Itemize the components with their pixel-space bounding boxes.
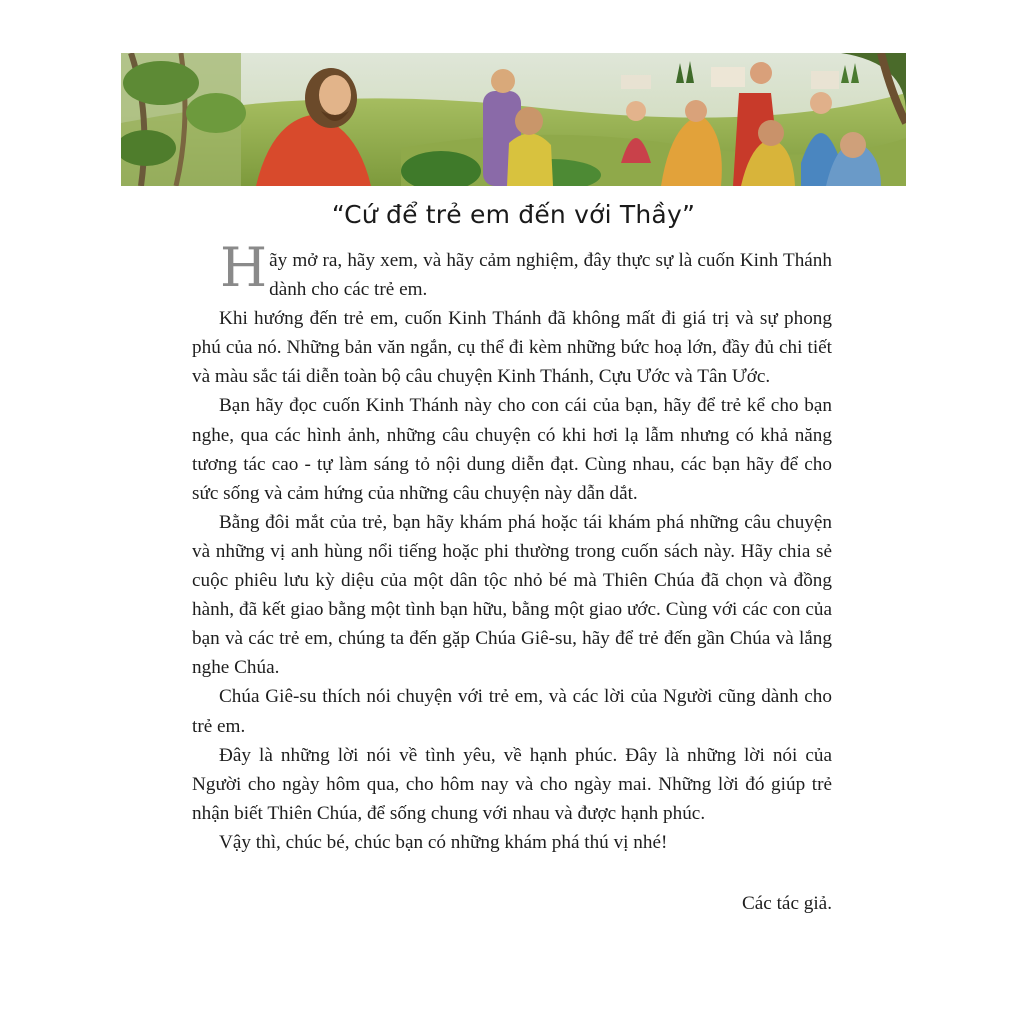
drop-cap: H [220, 236, 268, 299]
paragraph-5: Chúa Giê-su thích nói chuyện với trẻ em, và các lời của Người cũng dành cho trẻ em. [192, 686, 832, 737]
paragraph-7: Vậy thì, chúc bé, chúc bạn có những khám phá thú vị nhé! [219, 831, 668, 853]
page-title: “Cứ để trẻ em đến với Thầy” [331, 200, 696, 229]
header-illustration [121, 53, 906, 186]
intro-text [192, 236, 832, 857]
paragraph-3: Bạn hãy đọc cuốn Kinh Thánh này cho con cái của bạn, hãy để trẻ kể cho bạn nghe, qua các hình ảnh, những câu chuyện có khi hơi lạ lẫm nhưng có khả năng tương tác cao - tự làm sáng tỏ nội dung diễn đạt. Cùng nhau, các bạn hãy để cho sức sống và cảm hứng của những câu chuyện này dẫn dắt. [192, 395, 832, 504]
paragraph-4: Bằng đôi mắt của trẻ, bạn hãy khám phá hoặc tái khám phá những câu chuyện và những vị anh hùng nổi tiếng hoặc phi thường trong cuốn sách này. Hãy chia sẻ cuộc phiêu lưu kỳ diệu của một dân tộc nhỏ bé mà Thiên Chúa đã chọn và đồng hành, đã kết giao bằng một tình bạn hữu, bằng một giao ước. Cùng với các con của bạn và các trẻ em, chúng ta đến gặp Chúa Giê-su, hãy để trẻ đến gần Chúa và lắng nghe Chúa. [192, 511, 832, 679]
paragraph-2: Khi hướng đến trẻ em, cuốn Kinh Thánh đã không mất đi giá trị và sự phong phú của nó. Những bản văn ngắn, cụ thể đi kèm những bức hoạ lớn, đầy đủ chi tiết và màu sắc tái diễn toàn bộ câu chuyện Kinh Thánh, Cựu Ước và Tân Ước. [192, 308, 832, 388]
bible-scene-illustration-icon [121, 53, 906, 186]
paragraph-1: Hãy mở ra, hãy xem, và hãy cảm nghiệm, đây thực sự là cuốn Kinh Thánh dành cho các trẻ em. [220, 236, 832, 301]
paragraph-6: Đây là những lời nói về tình yêu, về hạnh phúc. Đây là những lời nói của Người cho ngày hôm qua, cho hôm nay và cho ngày mai. Những lời đó giúp trẻ nhận biết Thiên Chúa, để sống chung với nhau và được hạnh phúc. [192, 744, 832, 824]
signature: Các tác giả. [741, 893, 832, 914]
